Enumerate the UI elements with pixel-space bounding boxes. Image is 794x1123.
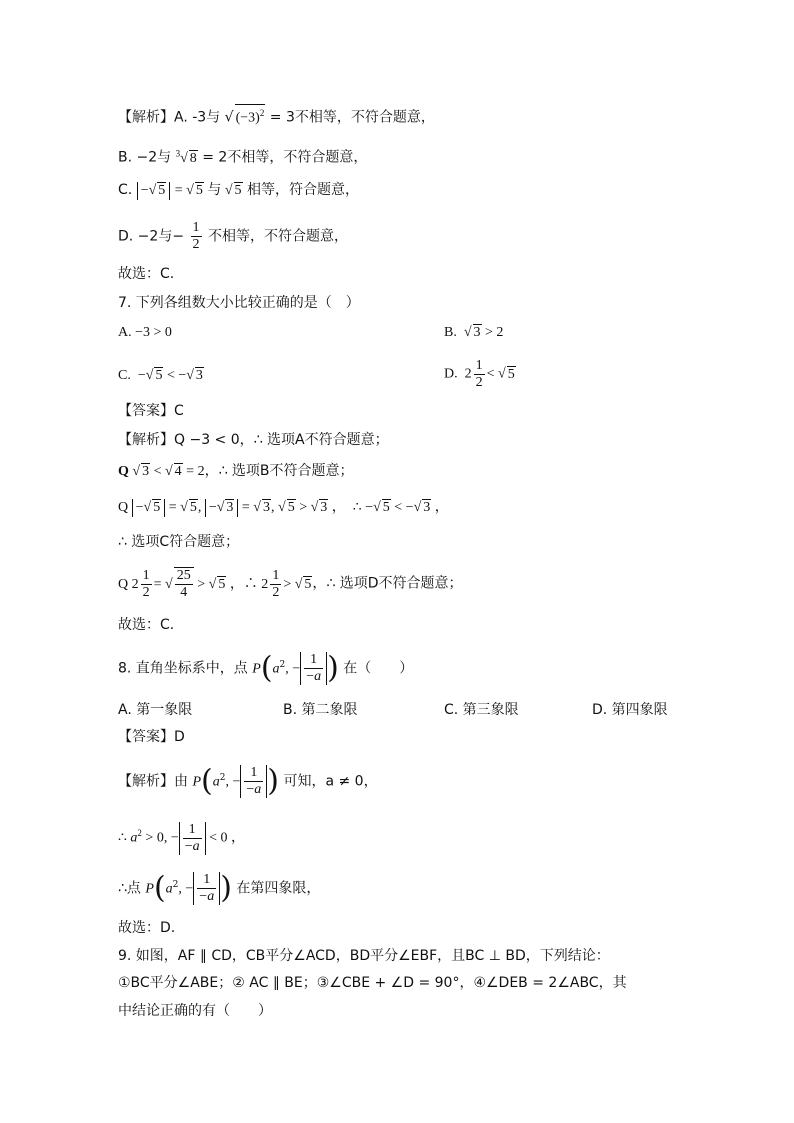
q7-title: 7. 下列各组数大小比较正确的是（ ） (118, 295, 360, 311)
q8-an1-a: 【解析】由 (118, 773, 188, 790)
q7-opt-b-label: B. (444, 325, 457, 340)
q6-choice: 故选：C. (118, 266, 175, 282)
sqrt-neg3-sq: $(-3)^2$ (235, 104, 266, 127)
q8-option-c: C. 第三象限 (444, 702, 519, 718)
q8-an3-a: ∴点 (118, 880, 141, 897)
eq-sqrt5: = √ 5 与 √ 5 (174, 182, 242, 198)
q8-option-b: B. 第二象限 (283, 702, 358, 718)
q7-option-d: D. 2 $\frac{1}{2}$ < √ 5 (444, 358, 515, 390)
q6-analysis-d (118, 220, 348, 253)
q6-c-label: C. (118, 182, 133, 198)
q7-analysis-3: Q −√ 5 = √ 5, −√ 3 = √ 3, √ 5 > √ 3 ， ∴ −√ 5 < −√ 3 ， (118, 499, 449, 515)
q8-analysis-2: ∴ $a^2 > 0$, − $\frac{1}{-a}$ < 0 ， (118, 822, 246, 854)
q6-analysis-b (118, 143, 367, 169)
q7-an2-tail: ，∴ 选项B不符合题意； (204, 463, 354, 479)
q8-an1-b: 可知，a ≠ 0， (283, 773, 378, 790)
q7-an5-tail: ，∴ 选项D不符合题意； (312, 575, 463, 592)
q6-c-rest: 相等，符合题意， (246, 182, 359, 198)
cube-root-8: $^3$√ 8 (175, 148, 197, 166)
q7-option-c: C. −√ 5 < −√ 3 (118, 368, 203, 383)
frac-1-2: $\frac{1}{2}$ (192, 220, 200, 252)
q8-title-b: 在（ ） (343, 660, 414, 677)
q7-option-b: B. √ 3 > 2 (444, 325, 504, 340)
sqrt-symbol: √ (224, 109, 234, 126)
q8-title: 8. 直角坐标系中，点 $P(a^2$, − $\frac{1}{-a}$ ) 在（ ） (118, 650, 414, 686)
q7-answer: 【答案】C (118, 403, 184, 419)
q8-an3-b: 在第四象限， (236, 880, 321, 897)
q6-b-rest: = 2不相等，不符合题意， (202, 149, 368, 166)
q9-line-3: 中结论正确的有（ ） (118, 1003, 272, 1019)
q6-d-label: D. −2与− (118, 228, 185, 245)
q8-answer: 【答案】D (118, 729, 185, 745)
q7-analysis-1: 【解析】Q −3 < 0，∴ 选项A不符合题意； (118, 432, 389, 448)
q8-option-a: A. 第一象限 (118, 702, 193, 718)
q7-analysis-5: Q 2 $\frac{1}{2}$ = √ $\frac{25}{4}$ > √ 5 ，∴ 2 $\frac{1}{2}$ > √ 5，∴ 选项D不符合题意； (118, 568, 463, 600)
q7-option-a: A. −3 > 0 (118, 325, 172, 340)
q8-option-d: D. 第四象限 (592, 702, 668, 718)
q7-opt-d-label: D. (444, 366, 458, 382)
q6-a-rest: = 3不相等，不符合题意， (269, 109, 435, 126)
q7-an3-tail: ， (331, 499, 346, 515)
q6-a-label: 【解析】A. -3与 (118, 109, 221, 126)
q6-b-label: B. −2与 (118, 149, 172, 166)
q6-d-rest: 不相等，不符合题意， (207, 228, 348, 245)
abs-neg-sqrt5: −√ 5 (137, 182, 171, 200)
q6-analysis-c (118, 180, 359, 201)
q8-choice: 故选：D. (118, 920, 176, 936)
q7-analysis-4: ∴ 选项C符合题意； (118, 534, 240, 550)
q9-line-2: ①BC平分∠ABE；② AC ∥ BE；③∠CBE + ∠D = 90°，④∠DEB = 2∠ABC，其 (118, 975, 627, 991)
q8-analysis-1: 【解析】由 $P(a^2$, − $\frac{1}{-a}$ ) 可知，a ≠ 0， (118, 763, 378, 799)
q7-analysis-2: Q √ 3 < √ 4 = 2，∴ 选项B不符合题意； (118, 463, 354, 479)
q6-analysis-a (118, 104, 435, 128)
q7-opt-c-label: C. (118, 368, 131, 383)
q8-title-a: 8. 直角坐标系中，点 (118, 660, 248, 677)
q7-choice: 故选：C. (118, 617, 175, 633)
q9-line-1: 9. 如图，AF ∥ CD，CB平分∠ACD，BD平分∠EBF，且BC ⊥ BD，下列结论： (118, 948, 610, 964)
q8-analysis-3: ∴点 $P(a^2$, − $\frac{1}{-a}$ ) 在第四象限， (118, 870, 321, 906)
